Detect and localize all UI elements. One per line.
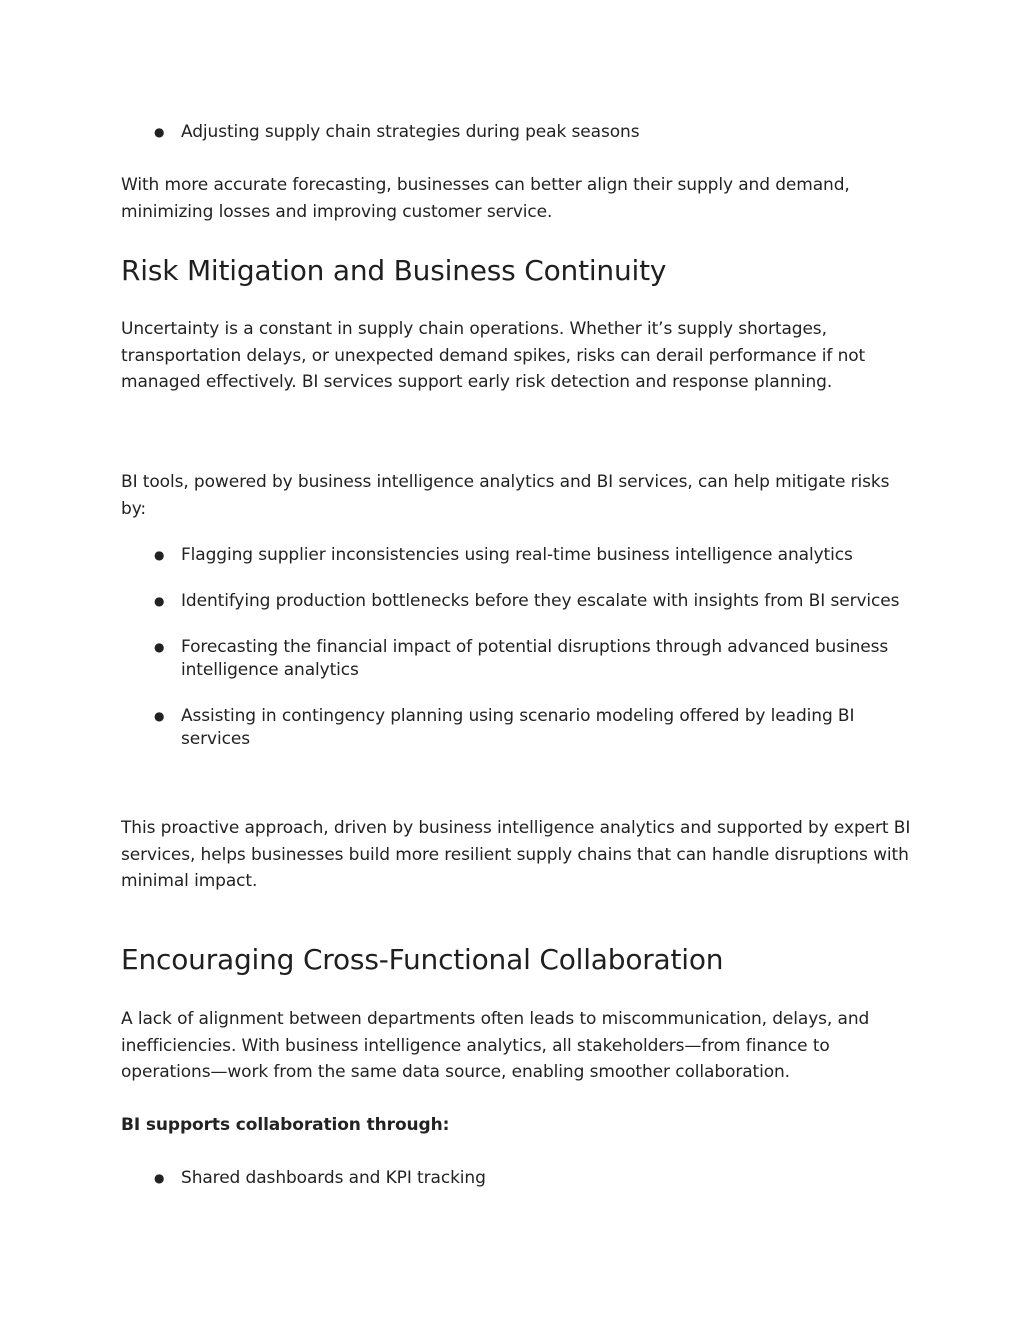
- heading-risk-mitigation: Risk Mitigation and Business Continuity: [121, 254, 667, 287]
- list-item-text: Shared dashboards and KPI tracking: [181, 1168, 486, 1188]
- paragraph-alignment: A lack of alignment between departments often leads to miscommunication, delays, and inefficiencies. With business intelligence analytics, all stakeholders—from finance to operations—work from the same data source, enabling smoother collaboration.: [121, 1009, 870, 1082]
- list-item: [121, 705, 911, 751]
- bullet-icon: ●: [154, 125, 165, 139]
- bullet-icon: ●: [154, 548, 165, 562]
- bullet-icon: ●: [154, 709, 165, 723]
- paragraph-proactive-approach: This proactive approach, driven by business intelligence analytics and supported by expert BI services, helps businesses build more resilient supply chains that can handle disruptions with minimal impact.: [121, 818, 911, 891]
- list-item-text: Assisting in contingency planning using scenario modeling offered by leading BI services: [181, 706, 855, 749]
- paragraph-bi-tools: BI tools, powered by business intelligence analytics and BI services, can help mitigate risks by:: [121, 472, 890, 519]
- list-item-text: Adjusting supply chain strategies during peak seasons: [181, 122, 640, 142]
- paragraph-forecasting: With more accurate forecasting, businesses can better align their supply and demand, minimizing losses and improving customer service.: [121, 175, 850, 222]
- subheading-bi-supports: BI supports collaboration through:: [121, 1115, 450, 1135]
- list-item-text: Flagging supplier inconsistencies using real-time business intelligence analytics: [181, 545, 853, 565]
- bullet-icon: ●: [154, 1171, 165, 1185]
- list-item: [121, 590, 911, 613]
- heading-cross-functional: Encouraging Cross-Functional Collaboration: [121, 943, 724, 976]
- list-item: [121, 636, 911, 682]
- bullet-list-risk: [121, 544, 911, 751]
- bullet-icon: ●: [154, 594, 165, 608]
- list-item: [121, 121, 911, 144]
- list-item: [121, 544, 911, 567]
- bullet-icon: ●: [154, 640, 165, 654]
- list-item-text: Forecasting the financial impact of potential disruptions through advanced business intelligence analytics: [181, 637, 889, 680]
- bullet-list-collaboration: [121, 1167, 911, 1190]
- paragraph-uncertainty: Uncertainty is a constant in supply chain operations. Whether it’s supply shortages, transportation delays, or unexpected demand spikes, risks can derail performance if not managed effectively. BI services support early risk detection and response planning.: [121, 319, 866, 392]
- list-item-text: Identifying production bottlenecks before they escalate with insights from BI services: [181, 591, 900, 611]
- list-item: [121, 1167, 911, 1190]
- bullet-list-peak-seasons: [121, 121, 911, 144]
